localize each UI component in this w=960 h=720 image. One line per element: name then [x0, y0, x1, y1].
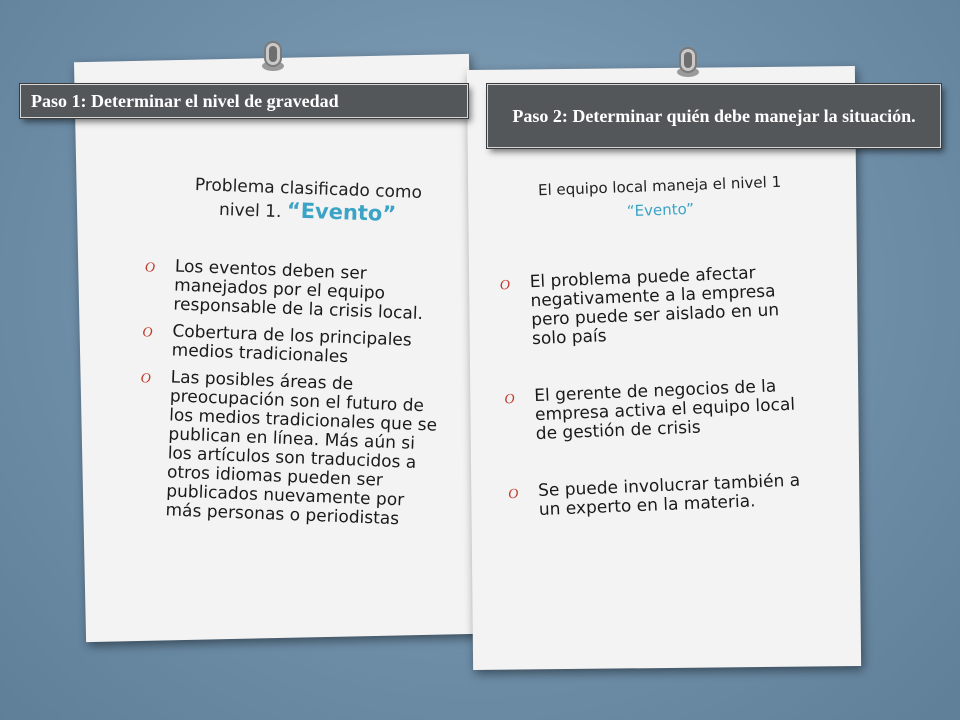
- pushpin-icon: [671, 46, 705, 80]
- right-subtitle-line1: El equipo local maneja el nivel 1: [537, 172, 782, 200]
- list-item: O Las posibles áreas de preocupación son el futuro de los medios tradicionales que se publican en línea. Más aún si los artículos son traducidos a otros idiomas pueden ser publicados nuevamente por más personas o periodistas: [140, 367, 438, 530]
- step-1-title: Paso 1: Determinar el nivel de gravedad: [31, 90, 339, 111]
- list-item: O El gerente de negocios de la empresa activa el equipo local de gestión de crisis: [504, 376, 796, 445]
- bullet-marker-icon: O: [504, 391, 515, 408]
- left-subtitle-line2: nivel 1.: [218, 199, 282, 223]
- left-subtitle-highlight: “Evento”: [286, 198, 397, 227]
- bullet-marker-icon: O: [507, 486, 519, 503]
- step-2-banner: [487, 84, 941, 148]
- bullet-marker-icon: O: [144, 260, 156, 276]
- step-2-title: Paso 2: Determinar quién debe manejar la situación.: [512, 106, 916, 126]
- bullet-marker-icon: O: [499, 278, 511, 294]
- left-bullet-list: [135, 256, 445, 538]
- right-bullet-list: [499, 262, 825, 559]
- pushpin-icon: [256, 40, 290, 74]
- left-subtitle-line1: Problema clasificado como: [194, 175, 423, 203]
- list-item: O Se puede involucrar también a un experto en la materia.: [507, 470, 801, 521]
- list-item: O El problema puede afectar negativamente a la empresa pero puede ser aislado en un solo país: [499, 263, 780, 350]
- list-item: O Cobertura de los principales medios tradicionales: [142, 321, 413, 368]
- bullet-marker-icon: O: [142, 325, 153, 341]
- right-subtitle-highlight: “Evento”: [626, 199, 695, 221]
- bullet-marker-icon: O: [140, 371, 152, 387]
- list-item: O Los eventos deben ser manejados por el equipo responsable de la crisis local.: [144, 256, 424, 325]
- step-1-banner: [20, 84, 468, 118]
